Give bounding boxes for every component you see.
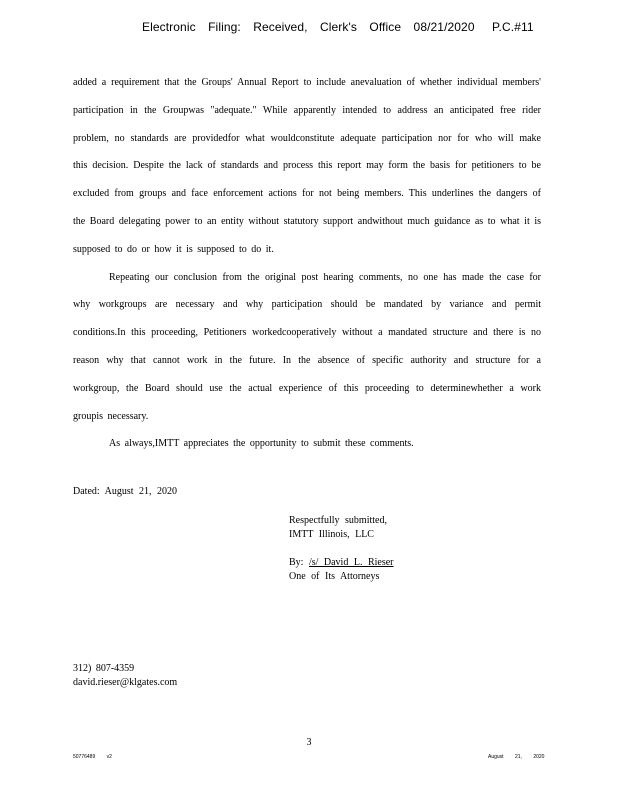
contact-phone: 312) 807-4359: [73, 663, 135, 674]
dated-line: Dated: August 21, 2020: [73, 486, 177, 497]
signature-by-prefix: By:: [289, 557, 309, 568]
signature-title: One of Its Attorneys: [289, 571, 380, 582]
contact-block: [73, 662, 177, 690]
document-body: [73, 69, 541, 458]
body-paragraph-1: added a requirement that the Groups' Annual Report to include anevaluation of whether individual members' participation in the Groupwas "adequate." While apparently intended to address an anticipated free rider problem, no standards are providedfor what wouldconstitute adequate participation nor for who will make this decision. Despite the lack of standards and process this report may form the basis for petitioners to be excluded from groups and face enforcement actions for not being members. This underlines the dangers of the Board delegating power to an entity without statutory support andwithout much guidance as to what it is supposed to do or how it is supposed to do it.: [73, 77, 541, 255]
signature-by-line: [289, 556, 422, 570]
footer-date-year: 2020: [533, 754, 545, 760]
footer-doc-id: [73, 754, 112, 760]
page-number: 3: [306, 737, 312, 748]
body-paragraph-3: As always,IMTT appreciates the opportunity to submit these comments.: [109, 438, 414, 450]
footer-date: [488, 754, 544, 760]
signature-by-name: /s/ David L. Rieser: [308, 557, 394, 568]
signature-closing: Respectfully submitted,: [289, 515, 387, 526]
footer-doc-number: 50776489: [73, 754, 96, 760]
signature-company: IMTT Illinois, LLC: [289, 529, 374, 540]
public-comment-number: P.C.#11: [492, 20, 534, 34]
footer-date-day: 21,: [514, 754, 522, 760]
signature-block: [289, 514, 422, 584]
footer-version: v2: [106, 754, 112, 760]
body-paragraph-2: Repeating our conclusion from the original post hearing comments, no one has made the case for why workgroups are necessary and why participation should be mandated by variance and permit conditions.In this proceeding, Petitioners workedcooperatively without a mandated structure and there is no reason why that cannot work in the future. In the absence of specific authority and structure for a workgroup, the Board should use the actual experience of this proceeding to determinewhether a work groupis necessary.: [73, 271, 541, 422]
filing-stamp-text: Electronic Filing: Received, Clerk's Office 08/21/2020: [142, 20, 475, 34]
contact-email: david.rieser@klgates.com: [73, 677, 178, 688]
footer-date-month: August: [488, 754, 504, 760]
